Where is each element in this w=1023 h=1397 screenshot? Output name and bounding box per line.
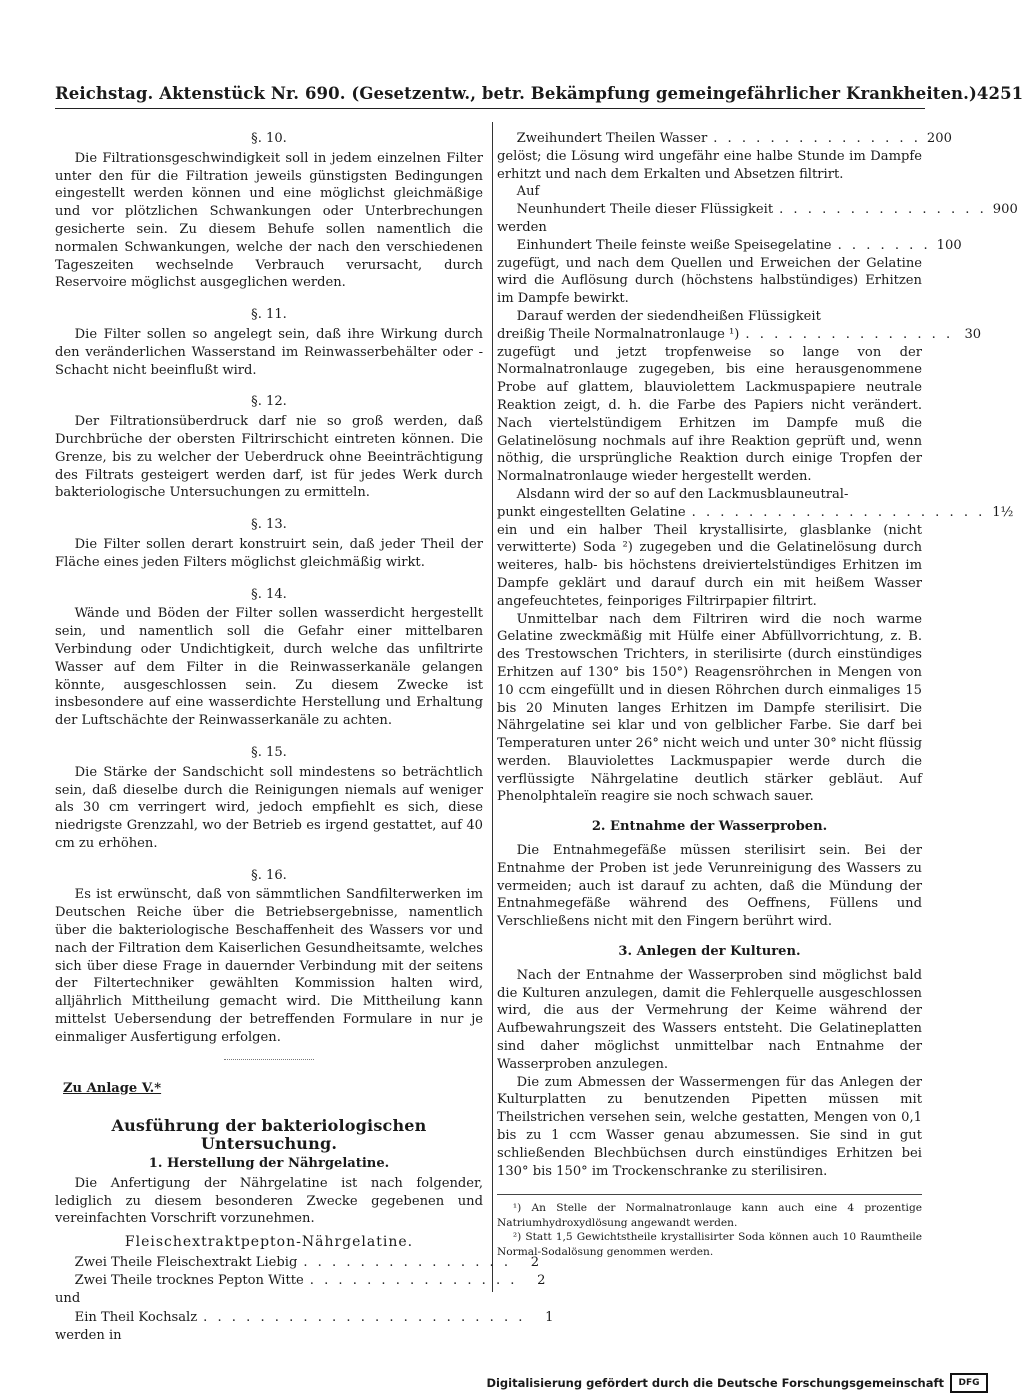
section-heading: §. 14. <box>251 586 287 602</box>
dfg-logo-icon: DFG <box>950 1373 988 1393</box>
recipe-line <box>55 1309 554 1327</box>
recipe-amount: 1½ <box>992 504 1014 520</box>
recipe-amount: 2 <box>537 1272 546 1288</box>
page-number: 4251 <box>976 83 1023 103</box>
recipe-amount: 100 <box>936 237 962 253</box>
footnote: ²) Statt 1,5 Gewichtstheile krystallisirter Soda können auch 10 Raumtheile Normal-Sodalösung genommen werden. <box>497 1231 922 1258</box>
leader-dots: . . . . . . . . . . . . . . . <box>779 202 987 218</box>
paragraph: Die Entnahmegefäße müssen sterilisirt sein. Bei der Entnahme der Proben ist jede Verunreinigung des Wassers zu vermeiden; auch ist darauf zu achten, daß die Mündung der Entnahmegefäße während des Oeffnens, Füllens und Verschließens nicht mit den Fingern berührt wird. <box>497 843 922 930</box>
section-heading: §. 12. <box>251 394 287 410</box>
recipe-item: punkt eingestellten Gelatine <box>497 504 686 520</box>
appendix-label: Zu Anlage V.* <box>63 1080 162 1096</box>
recipe-line <box>55 1272 546 1290</box>
paragraph: Wände und Böden der Filter sollen wasserdicht hergestellt sein, und namentlich soll die Gefahr einer mittelbaren Verbindung oder Undichtigkeit, durch welche das unfiltrirte Wasser auf dem Filter in die Reinwasserkanäle gelangen könnte, ausgeschlossen sein. Zu diesem Zwecke ist insbesondere auf eine wasserdichte Herstellung und Erhaltung der Luftschächte der Reinwasserkanäle zu achten. <box>55 606 483 729</box>
section-heading: §. 15. <box>251 744 287 760</box>
separator <box>224 1059 314 1060</box>
paragraph: zugefügt, und nach dem Quellen und Erweichen der Gelatine wird die Auflösung durch (höchstens halbstündiges) Erhitzen im Dampfe bewirkt. <box>497 255 922 307</box>
recipe-amount: 30 <box>964 326 982 342</box>
recipe-line <box>497 130 952 148</box>
recipe-line <box>497 237 962 255</box>
leader-dots: . . . . . . . . . . . . . . . <box>303 1255 512 1271</box>
connector-text: werden <box>497 219 547 235</box>
section-heading: §. 11. <box>251 307 287 323</box>
paragraph: Die Filter sollen derart konstruirt sein, daß jeder Theil der Fläche eines jeden Filters möglichst gleichmäßig wirkt. <box>55 536 483 570</box>
section-heading: §. 10. <box>251 131 287 146</box>
page-header <box>55 78 1023 109</box>
recipe-item: Zwei Theile trocknes Pepton Witte <box>74 1272 304 1288</box>
right-column <box>497 130 1018 1259</box>
connector-text: Auf <box>516 184 540 200</box>
left-column <box>55 130 554 1345</box>
paragraph: Darauf werden der siedendheißen Flüssigkeit <box>516 308 821 324</box>
footnote: ¹) An Stelle der Normalnatronlauge kann auch eine 4 prozentige Natriumhydroxydlösung angewandt werden. <box>497 1202 922 1229</box>
document-page <box>55 78 1023 1348</box>
subsection-heading: 3. Anlegen der Kulturen. <box>618 944 801 960</box>
subsection-heading: 2. Entnahme der Wasserproben. <box>591 819 828 835</box>
leader-dots: . . . . . . . . . . . . . . . <box>713 131 921 146</box>
credit-text: Digitalisierung gefördert durch die Deutsche Forschungsgemeinschaft <box>486 1376 944 1390</box>
leader-dots: . . . . . . . . . . . . . . . <box>745 326 954 342</box>
paragraph: gelöst; die Lösung wird ungefähr eine halbe Stunde im Dampfe erhitzt und nach dem Erkalten und Absetzen filtrirt. <box>497 148 922 182</box>
recipe-amount: 1 <box>545 1310 554 1326</box>
recipe-item: Zwei Theile Fleischextrakt Liebig <box>74 1255 298 1271</box>
recipe-line <box>497 201 1018 219</box>
recipe-line <box>55 1254 540 1272</box>
leader-dots: . . . . . . . . . . . . . . . <box>309 1272 518 1288</box>
column-divider <box>492 122 493 1292</box>
recipe-item: Ein Theil Kochsalz <box>74 1310 198 1326</box>
footnotes <box>497 1194 922 1259</box>
paragraph: Nach der Entnahme der Wasserproben sind möglichst bald die Kulturen anzulegen, damit die Fehlerquelle ausgeschlossen wird, die aus der Vermehrung der Keime während der Aufbewahrungszeit des Wassers entsteht. Die Gelatineplatten sind daher möglichst unmittelbar nach Entnahme der Wasserproben anzulegen. <box>497 967 922 1072</box>
paragraph: ein und ein halber Theil krystallisirte, glasblanke (nicht verwitterte) Soda ²) zugegeben und die Gelatinelösung durch weiteres, halb- bis höchstens dreiviertelstündiges Erhitzen im Dampfe geklärt und darauf durch ein mit heißem Wasser angefeuchtetes, feinporiges Filtrirpapier filtrirt. <box>497 522 922 609</box>
header-title: Reichstag. Aktenstück Nr. 690. (Gesetzentw., betr. Bekämpfung gemeingefährlicher Krankheiten.) <box>55 83 977 103</box>
main-heading: Ausführung der bakteriologischen Untersuchung. <box>111 1116 427 1154</box>
paragraph: Die Anfertigung der Nährgelatine ist nach folgender, lediglich zu diesem besonderen Zwecke gegebenen und vereinfachten Vorschrift vorzunehmen. <box>55 1175 483 1227</box>
section-heading: §. 13. <box>251 517 287 533</box>
paragraph: Der Filtrationsüberdruck darf nie so groß werden, daß Durchbrüche der obersten Filtrirschicht eintreten können. Die Grenze, bis zu welcher der Ueberdruck ohne Beeinträchtigung des Filtrats gesteigert werden darf, ist für jedes Werk durch bakteriologische Untersuchungen zu ermitteln. <box>55 414 483 501</box>
paragraph: Es ist erwünscht, daß von sämmtlichen Sandfilterwerken im Deutschen Reiche über die Betriebsergebnisse, namentlich über die bakteriologische Beschaffenheit des Wassers vor und nach der Filtration dem Kaiserlichen Gesundheitsamte, welches sich über diese Frage in dauernder Verbindung mit der seitens der Filtertechniker gewählten Kommission halten wird, alljährlich Mittheilung gemacht wird. Die Mittheilung kann mittelst Uebersendung der betreffenden Formulare in nur je einmaliger Ausfertigung erfolgen. <box>55 887 483 1045</box>
section-heading: §. 16. <box>251 867 287 883</box>
paragraph: Alsdann wird der so auf den Lackmusblauneutral- <box>516 486 849 502</box>
recipe-item: Zweihundert Theilen Wasser <box>516 131 708 146</box>
leader-dots: . . . . . . . <box>837 237 931 253</box>
paragraph: Die Stärke der Sandschicht soll mindestens so beträchtlich sein, daß dieselbe durch die Reinigungen niemals auf weniger als 30 cm verringert wird, jedoch empfiehlt es sich, diese niedrigste Grenzzahl, wo der Betrieb es irgend gestattet, auf 40 cm zu erhöhen. <box>55 764 483 851</box>
leader-dots: . . . . . . . . . . . . . . . . . . . . . . . <box>203 1310 526 1326</box>
recipe-item: Einhundert Theile feinste weiße Speisegelatine <box>516 237 832 253</box>
recipe-item: Neunhundert Theile dieser Flüssigkeit <box>516 202 774 218</box>
paragraph: zugefügt und jetzt tropfenweise so lange von der Normalnatronlauge zugegeben, bis eine herausgenommene Probe auf glattem, blauviolettem Lackmuspapiere neutrale Reaktion zeigt, d. h. die Farbe des Papiers nicht verändert. Nach viertelstündigem Erhitzen im Dampfe muß die Gelatinelösung nochmals auf ihre Reaktion geprüft und, wenn nöthig, die ursprüngliche Reaktion durch einige Tropfen der Normalnatronlauge wieder hergestellt werden. <box>497 344 922 485</box>
paragraph: Die Filter sollen so angelegt sein, daß ihre Wirkung durch den veränderlichen Wasserstand im Reinwasserbehälter oder -Schacht nicht beeinflußt wird. <box>55 326 483 378</box>
paragraph: Die Filtrationsgeschwindigkeit soll in jedem einzelnen Filter unter den für die Filtration jeweils günstigsten Bedingungen eingestellt werden können und eine möglichst gleichmäßige und vor plötzlichen Schwankungen oder Unterbrechungen gesicherte sein. Zu diesem Behufe sollen namentlich die normalen Schwankungen, welche der nach den verschiedenen Tageszeiten wechselnde Verbrauch verursacht, durch Reservoire möglichst ausgeglichen werden. <box>55 150 483 291</box>
paragraph: Unmittelbar nach dem Filtriren wird die noch warme Gelatine zweckmäßig mit Hülfe einer Abfüllvorrichtung, z. B. des Trestowschen Trichters, in sterilisirte (durch einstündiges Erhitzen auf 130° bis 150°) Reagensröhrchen in Mengen von 10 ccm eingefüllt und in diesen Röhrchen durch einmaliges 15 bis 20 Minuten langes Erhitzen im Dampfe sterilisirt. Die Nährgelatine sei klar und von gelblicher Farbe. Sie darf bei Temperaturen unter 26° nicht weich und unter 30° nicht flüssig werden. Blauviolettes Lackmuspapier werde durch die verflüssigte Nährgelatine deutlich stärker gebläut. Auf Phenolphtaleïn reagire sie noch schwach sauer. <box>497 611 922 805</box>
recipe-title: Fleischextraktpepton-Nährgelatine. <box>124 1234 414 1251</box>
recipe-amount: 2 <box>530 1255 540 1271</box>
connector-text: werden in <box>55 1328 122 1344</box>
recipe-amount: 200 <box>926 131 952 146</box>
connector-text: und <box>55 1290 81 1306</box>
recipe-amount: 900 <box>992 202 1018 218</box>
recipe-item: dreißig Theile Normalnatronlauge ¹) <box>497 326 740 342</box>
paragraph: Die zum Abmessen der Wassermengen für das Anlegen der Kulturplatten zu benutzenden Pipetten müssen mit Theilstrichen versehen sein, welche gestatten, Mengen von 0,1 bis zu 1 ccm Wasser genau abzumessen. Sie sind in gut schließenden Blechbüchsen durch einstündiges Erhitzen bei 130° bis 150° im Trockenschranke zu sterilisiren. <box>497 1074 922 1179</box>
recipe-line <box>497 504 1014 522</box>
recipe-line <box>497 326 982 344</box>
subsection-heading: 1. Herstellung der Nährgelatine. <box>148 1156 390 1172</box>
digitization-credit <box>486 1373 988 1393</box>
leader-dots: . . . . . . . . . . . . . . . . . . . . . <box>691 504 986 520</box>
